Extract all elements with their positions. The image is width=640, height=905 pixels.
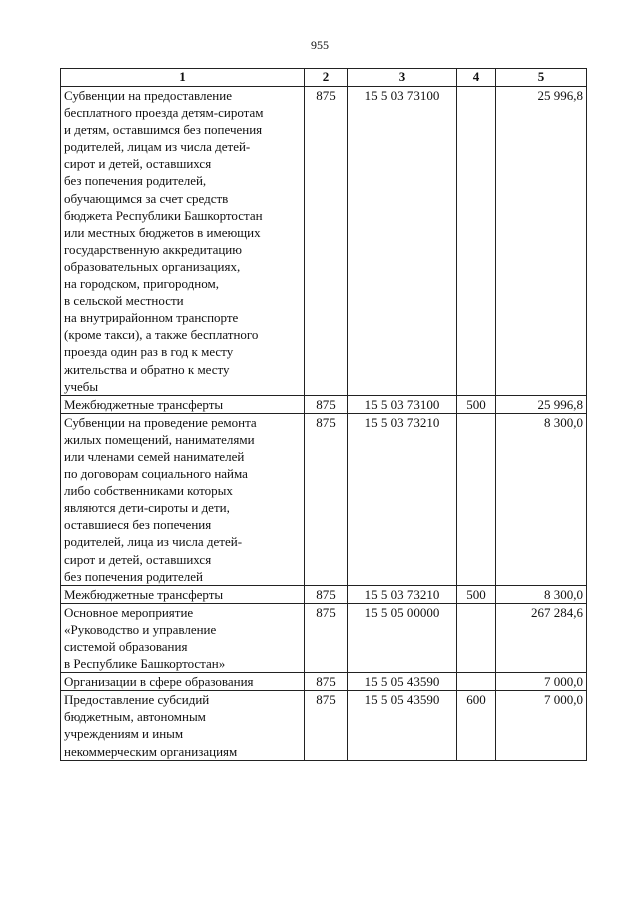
row-ministry-cell: 875: [305, 691, 348, 760]
row-ministry-cell: 875: [305, 603, 348, 672]
header-cell-expense-type: 4: [457, 69, 496, 87]
row-ministry-cell: 875: [305, 673, 348, 691]
table-row: [61, 585, 587, 603]
row-expense-type-cell: 600: [457, 691, 496, 760]
header-cell-code: 3: [348, 69, 457, 87]
row-name-cell: Субвенции на предоставление бесплатного проезда детям-сиротам и детям, оставшимся без попечения родителей, лицам из числа детей- сирот и детей, оставшихся без попечения родителей, обучающимся за счет средств бюджета Республики Башкортостан или местных бюджетов в имеющих государственную аккредитацию образовательных организациях, на городском, пригородном, в сельской местности на внутрирайонном транспорте (кроме такси), а также бесплатного проезда один раз в год к месту жительства и обратно к месту учебы: [61, 87, 305, 396]
row-amount-cell: 25 996,8: [496, 395, 587, 413]
row-amount-cell: 25 996,8: [496, 87, 587, 396]
table-row: [61, 603, 587, 672]
row-name-cell: Субвенции на проведение ремонта жилых помещений, нанимателями или членами семей нанимателей по договорам социального найма либо собственниками которых являются дети-сироты и дети, оставшиеся без попечения родителей, лица из числа детей- сирот и детей, оставшихся без попечения родителей: [61, 413, 305, 585]
header-cell-ministry: 2: [305, 69, 348, 87]
page-number: 955: [311, 38, 329, 52]
budget-table: [60, 68, 587, 761]
header-cell-amount: 5: [496, 69, 587, 87]
row-ministry-cell: 875: [305, 585, 348, 603]
row-expense-type-cell: 500: [457, 585, 496, 603]
row-code-cell: 15 5 03 73100: [348, 395, 457, 413]
table-row: [61, 673, 587, 691]
row-expense-type-cell: 500: [457, 395, 496, 413]
table-row: [61, 413, 587, 585]
row-expense-type-cell: [457, 603, 496, 672]
row-code-cell: 15 5 03 73100: [348, 87, 457, 396]
row-code-cell: 15 5 05 00000: [348, 603, 457, 672]
table-row: [61, 87, 587, 396]
row-amount-cell: 7 000,0: [496, 691, 587, 760]
row-ministry-cell: 875: [305, 395, 348, 413]
row-name-cell: Межбюджетные трансферты: [61, 585, 305, 603]
row-code-cell: 15 5 05 43590: [348, 691, 457, 760]
row-amount-cell: 8 300,0: [496, 413, 587, 585]
row-amount-cell: 7 000,0: [496, 673, 587, 691]
table-row: [61, 395, 587, 413]
table-header-row: [61, 69, 587, 87]
row-expense-type-cell: [457, 413, 496, 585]
row-name-cell: Основное мероприятие «Руководство и управление системой образования в Республике Башкортостан»: [61, 603, 305, 672]
row-expense-type-cell: [457, 673, 496, 691]
row-name-cell: Межбюджетные трансферты: [61, 395, 305, 413]
row-name-cell: Предоставление субсидий бюджетным, автономным учреждениям и иным некоммерческим организациям: [61, 691, 305, 760]
row-ministry-cell: 875: [305, 87, 348, 396]
row-name-cell: Организации в сфере образования: [61, 673, 305, 691]
table-row: [61, 691, 587, 760]
row-code-cell: 15 5 03 73210: [348, 585, 457, 603]
row-expense-type-cell: [457, 87, 496, 396]
header-cell-name: 1: [61, 69, 305, 87]
row-amount-cell: 267 284,6: [496, 603, 587, 672]
row-amount-cell: 8 300,0: [496, 585, 587, 603]
row-code-cell: 15 5 03 73210: [348, 413, 457, 585]
row-code-cell: 15 5 05 43590: [348, 673, 457, 691]
row-ministry-cell: 875: [305, 413, 348, 585]
